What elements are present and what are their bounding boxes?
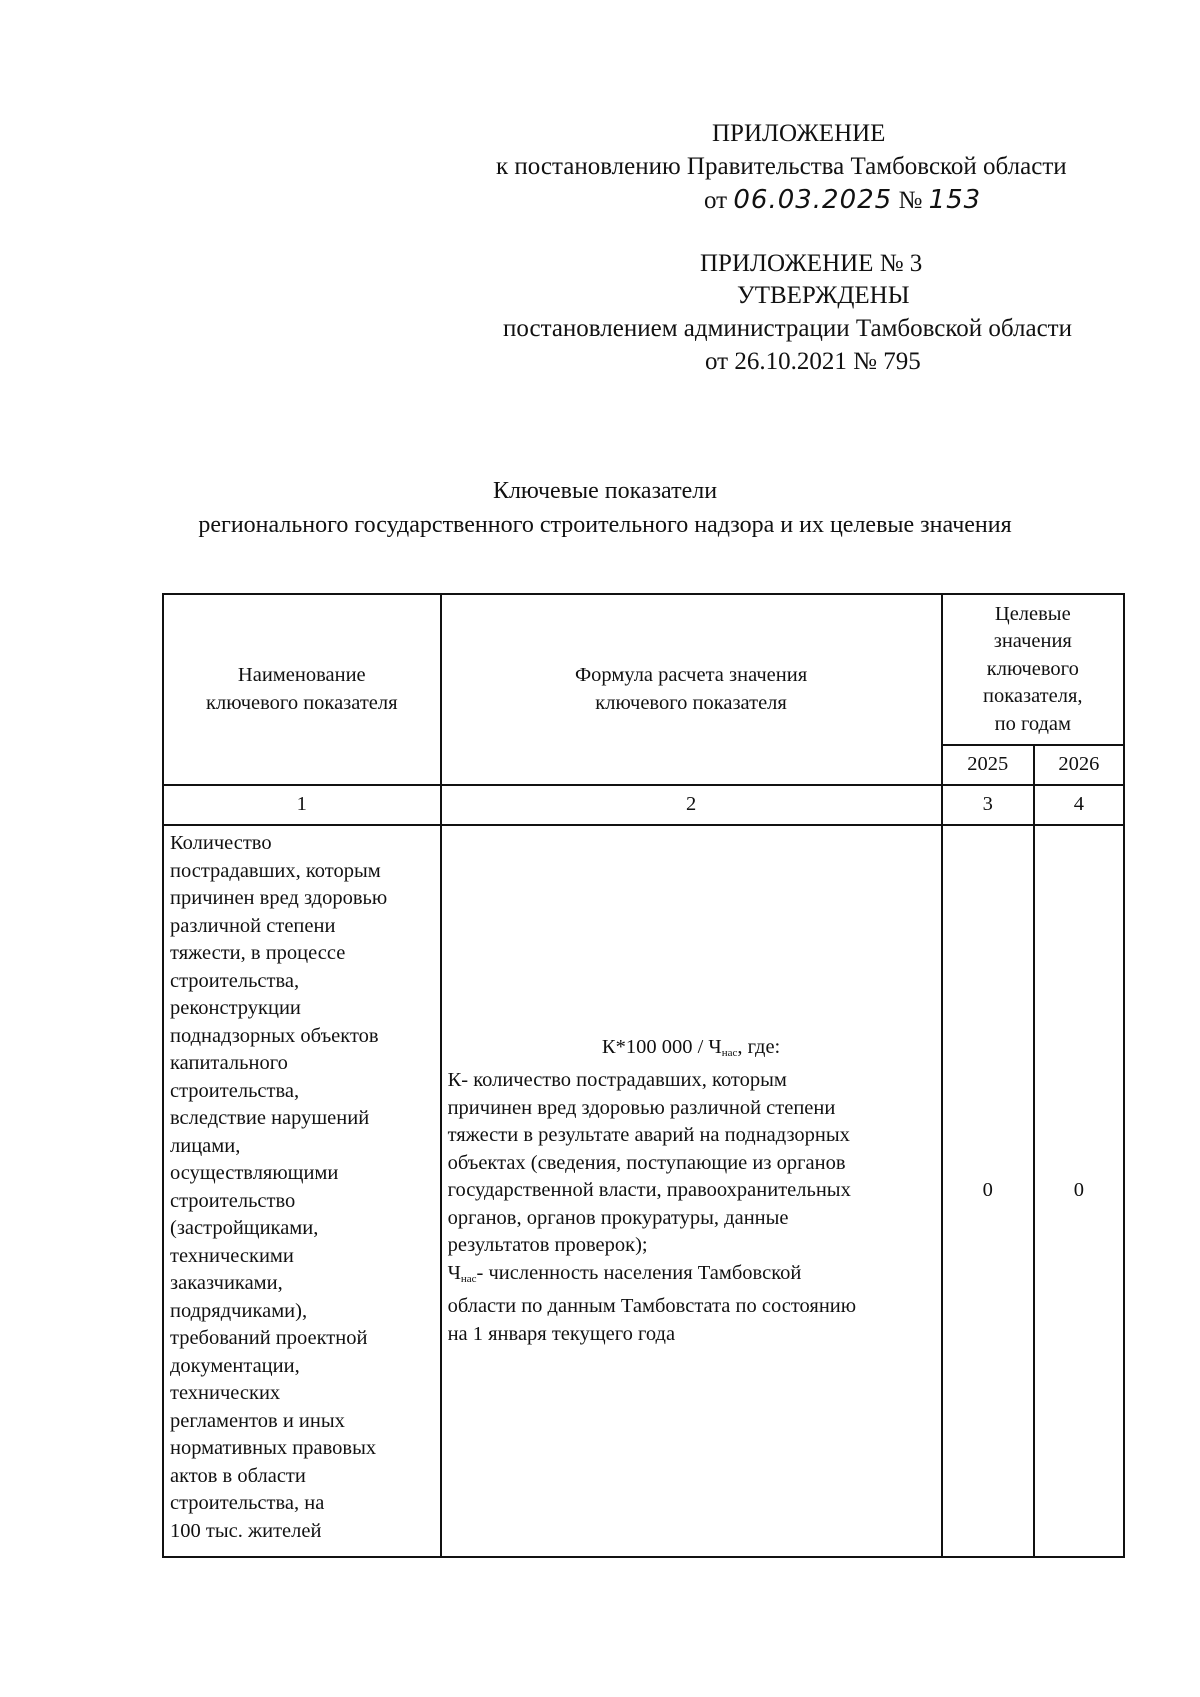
indicator-line: документации, xyxy=(170,1354,300,1377)
header-year-2025: 2025 xyxy=(942,745,1034,785)
header-target-l2: значения xyxy=(993,630,1072,653)
formula-line: причинен вред здоровью различной степени xyxy=(447,1096,836,1119)
column-number-1: 1 xyxy=(163,785,441,825)
formula-line: объектах (сведения, поступающие из органов xyxy=(447,1151,846,1174)
indicator-name-cell xyxy=(163,825,441,1557)
population-definition: - численность населения Тамбовской xyxy=(476,1261,802,1284)
target-value-2025: 0 xyxy=(942,825,1034,1557)
formula-line: области по данным Тамбовстата по состоянию xyxy=(447,1295,857,1318)
formula-line: органов, органов прокуратуры, данные xyxy=(447,1206,789,1229)
formula-line: результатов проверок); xyxy=(447,1234,648,1257)
indicator-line: 100 тыс. жителей xyxy=(170,1519,322,1542)
formula-main: К*100 000 / Ч xyxy=(601,1035,722,1058)
from-prefix: от xyxy=(704,187,728,214)
indicator-line: осуществляющими xyxy=(170,1162,339,1184)
indicator-line: актов в области xyxy=(170,1464,306,1487)
approved-label: УТВЕРЖДЕНЫ xyxy=(737,282,910,309)
title-line-2: регионального государственного строительного надзора и их целевые значения xyxy=(198,512,1012,538)
indicator-line: пострадавших, которым xyxy=(170,859,381,882)
formula-line: государственной власти, правоохранительных xyxy=(447,1179,851,1202)
header-target-values xyxy=(942,594,1124,745)
indicator-line: технических xyxy=(170,1382,281,1404)
header-formula-l2: ключевого показателя xyxy=(595,691,787,714)
indicator-line: требований проектной xyxy=(170,1327,368,1349)
header-target-l3: ключевого xyxy=(986,657,1079,680)
indicator-line: поднадзорных объектов xyxy=(170,1024,379,1047)
formula-expression xyxy=(448,1034,935,1068)
appendix-to: к постановлению Правительства Тамбовской области xyxy=(496,153,1067,180)
indicators-table xyxy=(162,593,1125,1558)
formula-cell xyxy=(441,825,942,1557)
indicator-line: строительство xyxy=(170,1189,296,1212)
population-subscript: нас xyxy=(460,1272,477,1285)
header-formula xyxy=(441,594,942,785)
indicator-line: нормативных правовых xyxy=(170,1437,377,1459)
header-target-l4: показателя, xyxy=(983,685,1083,708)
formula-line: К- количество пострадавших, которым xyxy=(447,1069,787,1092)
formula-subscript: нас xyxy=(721,1046,738,1059)
indicator-line: Количество xyxy=(170,832,272,854)
header-formula-l1: Формула расчета значения xyxy=(574,664,808,686)
header-target-l5: по годам xyxy=(994,712,1071,735)
appendix-title: ПРИЛОЖЕНИЕ xyxy=(712,120,886,147)
indicator-line: капитального xyxy=(170,1052,288,1074)
indicator-line: заказчиками, xyxy=(170,1272,283,1294)
header-indicator-name-l1: Наименование xyxy=(237,664,366,686)
header-target-l1: Целевые xyxy=(994,602,1071,625)
header-indicator-name xyxy=(163,594,441,785)
indicator-line: причинен вред здоровью xyxy=(170,887,388,909)
column-number-4: 4 xyxy=(1034,785,1124,825)
title-line-1: Ключевые показатели xyxy=(492,478,718,504)
indicator-line: реконструкции xyxy=(170,997,301,1019)
indicator-line: техническими xyxy=(170,1244,294,1267)
indicator-line: регламентов и иных xyxy=(170,1409,345,1432)
formula-tail: , где: xyxy=(737,1035,781,1058)
indicator-line: тяжести, в процессе xyxy=(170,942,346,964)
indicator-line: различной степени xyxy=(170,914,336,937)
header-year-2026: 2026 xyxy=(1034,745,1124,785)
indicator-line: подрядчиками), xyxy=(170,1299,308,1322)
indicator-line: вследствие нарушений xyxy=(170,1107,370,1129)
formula-line: на 1 января текущего года xyxy=(447,1322,676,1345)
indicator-line: строительства, на xyxy=(170,1492,325,1514)
handwritten-number: 153 xyxy=(928,185,982,215)
indicator-line: лицами, xyxy=(170,1134,241,1157)
approved-date: от 26.10.2021 № 795 xyxy=(705,348,921,375)
target-value-2026: 0 xyxy=(1034,825,1124,1557)
header-indicator-name-l2: ключевого показателя xyxy=(206,691,398,714)
indicator-line: (застройщиками, xyxy=(170,1217,319,1239)
indicator-line: строительства, xyxy=(170,969,300,992)
resolution-date-line xyxy=(704,184,981,217)
formula-population-line xyxy=(448,1260,935,1294)
approved-by: постановлением администрации Тамбовской области xyxy=(503,315,1072,342)
population-symbol: Ч xyxy=(447,1261,461,1284)
number-sign: № xyxy=(898,187,923,214)
appendix-number: ПРИЛОЖЕНИЕ № 3 xyxy=(700,250,923,277)
handwritten-date: 06.03.2025 xyxy=(733,185,893,215)
column-number-3: 3 xyxy=(942,785,1034,825)
indicator-line: строительства, xyxy=(170,1079,300,1102)
formula-line: тяжести в результате аварий на поднадзорных xyxy=(447,1124,850,1147)
column-number-2: 2 xyxy=(441,785,942,825)
document-title xyxy=(0,474,1200,542)
